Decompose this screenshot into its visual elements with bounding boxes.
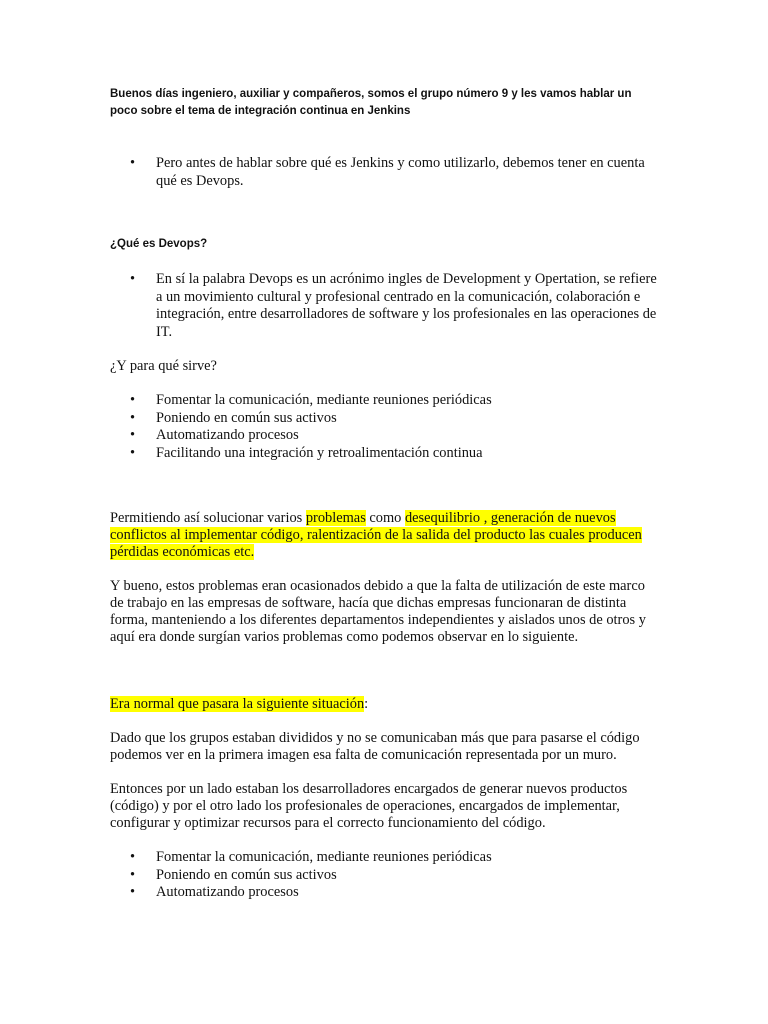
intro-heading: Buenos días ingeniero, auxiliar y compañeros, somos el grupo número 9 y les vamos hablar un poco sobre el tema de integración continua en Jenkins — [110, 88, 632, 117]
bullet-icon: • — [130, 271, 136, 287]
wall-paragraph: Dado que los grupos estaban divididos y no se comunicaban más que para pasarse el código podemos ver en la primera imagen esa falta de comunicación representada por un muro. — [110, 730, 640, 763]
purpose-list — [110, 392, 658, 462]
list-item: • Fomentar la comunicación, mediante reuniones periódicas — [130, 392, 492, 408]
bullet-icon: • — [130, 884, 136, 900]
highlight-situation: Era normal que pasara la siguiente situación — [110, 696, 365, 712]
document-page — [110, 86, 658, 902]
highlight-problemas: problemas — [305, 510, 366, 526]
list-item: • En sí la palabra Devops es un acrónimo ingles de Development y Opertation, se refiere a un movimiento cultural y profesional centrado en la comunicación, colaboración e integración, entre desarrolladores de software y los profesionales en las operaciones de IT. — [130, 271, 657, 340]
list-item: • Poniendo en común sus activos — [130, 866, 337, 883]
bullet-icon: • — [130, 392, 136, 408]
list-item: • Facilitando una integración y retroalimentación continua — [130, 444, 483, 461]
devops-heading: ¿Qué es Devops? — [110, 238, 208, 250]
highlight-problem-list: desequilibrio , generación de nuevos conflictos al implementar código, ralentización de la salida del producto las cuales producen pérdidas económicas etc. — [110, 510, 642, 560]
bullet-icon: • — [130, 444, 136, 461]
intro-bullet-list — [110, 155, 658, 190]
problems-paragraph: Permitiendo así solucionar varios problemas como desequilibrio , generación de nuevos conflictos al implementar código, ralentización de la salida del producto las cuales producen pérdidas económicas etc. — [110, 510, 642, 560]
list-item: • Automatizando procesos — [130, 884, 299, 900]
bullet-icon: • — [130, 409, 136, 426]
devops-bullet-list — [110, 271, 658, 341]
list-item: • Fomentar la comunicación, mediante reuniones periódicas — [130, 849, 492, 865]
teams-paragraph: Entonces por un lado estaban los desarrolladores encargados de generar nuevos productos (código) y por el otro lado los profesionales de operaciones, encargados de implementar, configurar y optimizar recursos para el correcto funcionamiento del código. — [110, 781, 628, 831]
list-item: • Poniendo en común sus activos — [130, 409, 337, 426]
bullet-icon: • — [130, 866, 136, 883]
list-item: • Automatizando procesos — [130, 427, 299, 443]
list-item: • Pero antes de hablar sobre qué es Jenkins y como utilizarlo, debemos tener en cuenta qué es Devops. — [130, 155, 645, 189]
repeat-list — [110, 849, 658, 902]
bullet-icon: • — [130, 849, 136, 865]
purpose-question: ¿Y para qué sirve? — [110, 358, 217, 374]
explanation-paragraph: Y bueno, estos problemas eran ocasionados debido a que la falta de utilización de este marco de trabajo en las empresas de software, hacía que dichas empresas funcionaran de distinta forma, manteniendo a los diferentes departamentos independientes y aislados unos de otros y aquí era donde surgían varios problemas como podemos observar en lo siguiente. — [110, 578, 646, 645]
bullet-icon: • — [130, 427, 136, 443]
bullet-icon: • — [130, 155, 136, 171]
situation-paragraph: Era normal que pasara la siguiente situación: — [110, 696, 369, 712]
